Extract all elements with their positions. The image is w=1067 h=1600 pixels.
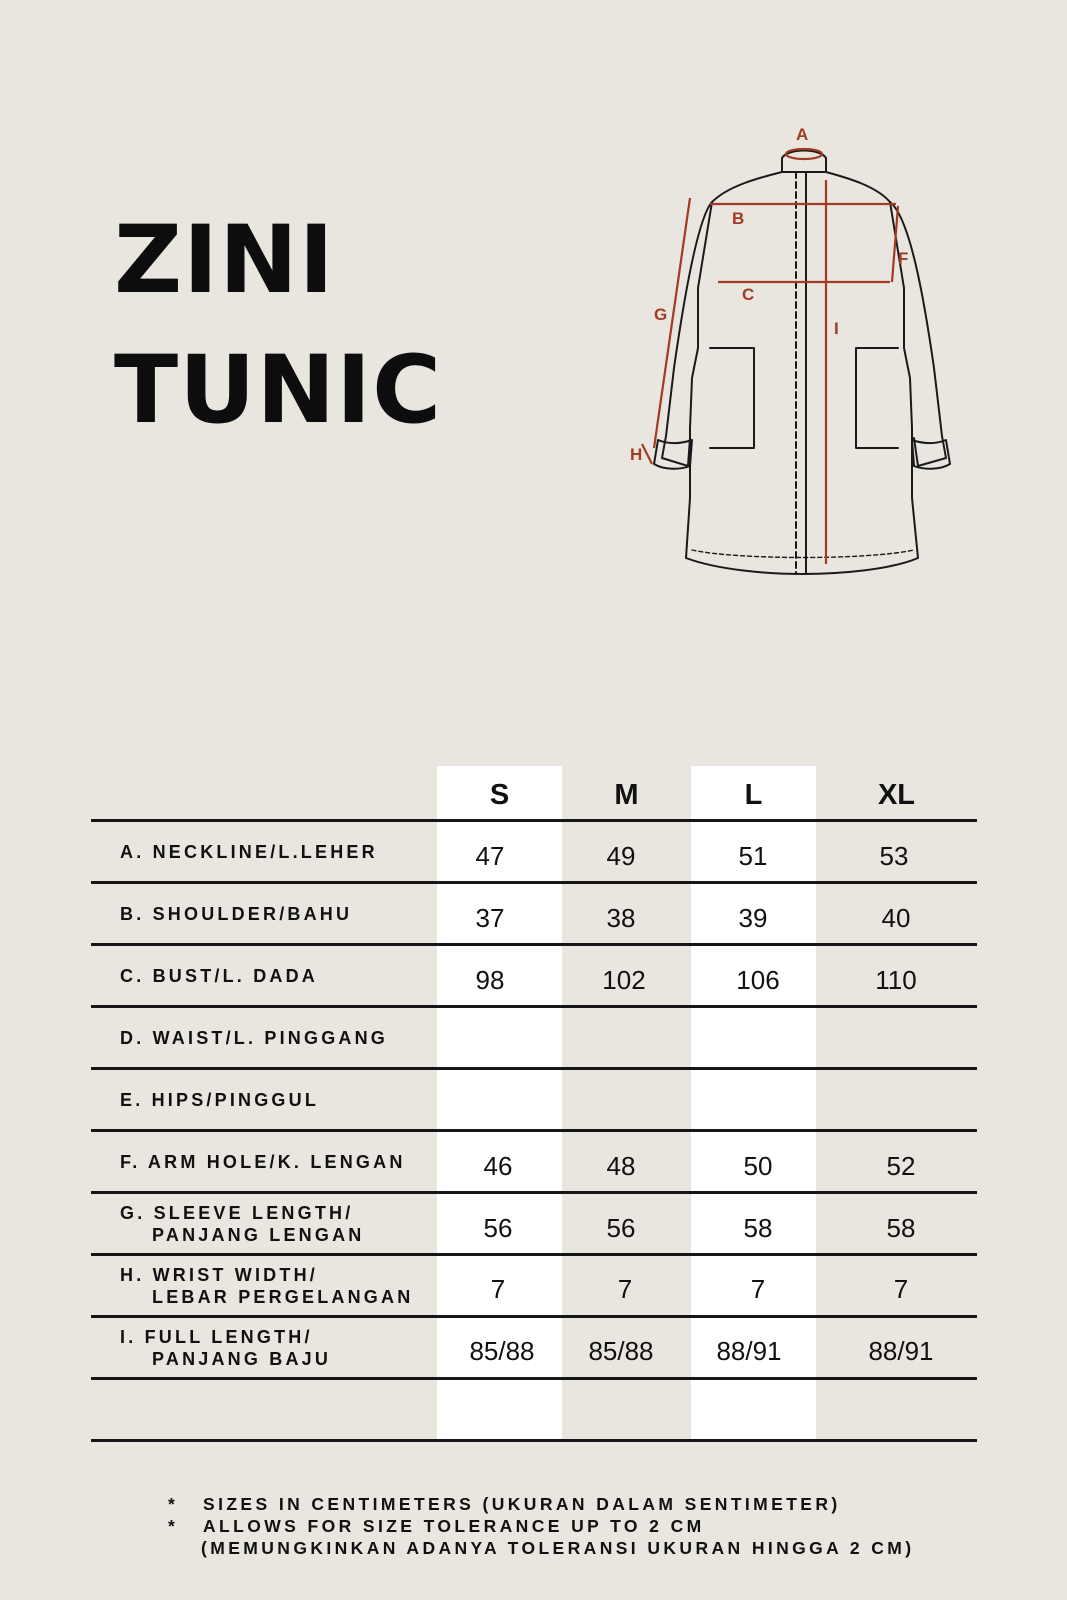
table-cell: 56 xyxy=(606,1213,636,1243)
diagram-label-a: A xyxy=(796,125,809,144)
row-label-bust: C. BUST/L. DADA xyxy=(120,966,318,986)
table-divider xyxy=(91,1005,977,1008)
diagram-label-c: C xyxy=(742,285,755,304)
title-line-1: ZINI xyxy=(114,206,335,315)
tunic-diagram xyxy=(628,118,988,598)
collar-outline xyxy=(782,151,826,173)
table-cell: 38 xyxy=(606,903,636,933)
right-pocket xyxy=(856,348,898,448)
row-label-wrist-width: H. WRIST WIDTH/ LEBAR PERGELANGAN xyxy=(120,1265,414,1307)
note-tolerance: ALLOWS FOR SIZE TOLERANCE UP TO 2 CM xyxy=(203,1516,705,1536)
row-label-full-length: I. FULL LENGTH/ PANJANG BAJU xyxy=(120,1327,332,1369)
table-cell: 98 xyxy=(475,965,505,995)
table-cell: 7 xyxy=(617,1274,633,1304)
table-cell: 102 xyxy=(602,965,646,995)
table-cell: 50 xyxy=(743,1151,773,1181)
table-cell: 85/88 xyxy=(588,1336,654,1366)
table-cell: 53 xyxy=(879,841,909,871)
table-cell: 56 xyxy=(483,1213,513,1243)
table-cell: 46 xyxy=(483,1151,513,1181)
table-cell: 58 xyxy=(886,1213,916,1243)
table-divider xyxy=(91,1377,977,1380)
diagram-label-b: B xyxy=(732,209,745,228)
table-divider xyxy=(91,881,977,884)
left-pocket xyxy=(710,348,754,448)
bullet: * xyxy=(168,1516,179,1536)
table-cell: 106 xyxy=(736,965,780,995)
row-label-neckline: A. NECKLINE/L.LEHER xyxy=(120,842,378,862)
table-cell: 7 xyxy=(893,1274,909,1304)
table-cell: 52 xyxy=(886,1151,916,1181)
title-line-2: TUNIC xyxy=(114,335,443,445)
table-divider xyxy=(91,1129,977,1132)
table-divider xyxy=(91,819,977,822)
size-header-xl: XL xyxy=(877,779,916,811)
note-tolerance-translation: (MEMUNGKINKAN ADANYA TOLERANSI UKURAN HINGGA 2 CM) xyxy=(201,1538,915,1558)
table-cell: 47 xyxy=(475,841,505,871)
table-cell: 40 xyxy=(881,903,911,933)
size-header-l: L xyxy=(744,779,763,811)
body-outline xyxy=(686,172,918,574)
size-header-m: M xyxy=(614,779,639,811)
table-cell: 7 xyxy=(750,1274,766,1304)
table-divider xyxy=(91,943,977,946)
footnotes xyxy=(168,1493,914,1559)
size-header-s: S xyxy=(489,779,510,811)
diagram-label-i: I xyxy=(834,319,839,338)
row-label-sleeve-length: G. SLEEVE LENGTH/ PANJANG LENGAN xyxy=(120,1203,365,1245)
table-cell: 37 xyxy=(475,903,505,933)
table-divider xyxy=(91,1253,977,1256)
table-cell: 51 xyxy=(738,841,768,871)
right-sleeve xyxy=(890,202,946,466)
table-cell: 39 xyxy=(738,903,768,933)
product-title xyxy=(114,196,442,455)
row-label-shoulder: B. SHOULDER/BAHU xyxy=(120,904,353,924)
bullet: * xyxy=(168,1494,179,1514)
diagram-label-f: F xyxy=(898,249,909,268)
table-cell: 58 xyxy=(743,1213,773,1243)
table-cell: 48 xyxy=(606,1151,636,1181)
table-cell: 88/91 xyxy=(716,1336,782,1366)
row-label-arm-hole: F. ARM HOLE/K. LENGAN xyxy=(120,1152,406,1172)
table-cell: 88/91 xyxy=(868,1336,934,1366)
table-divider xyxy=(91,1191,977,1194)
row-label-waist: D. WAIST/L. PINGGANG xyxy=(120,1028,389,1048)
diagram-label-g: G xyxy=(654,305,668,324)
table-cell: 7 xyxy=(490,1274,506,1304)
table-divider xyxy=(91,1067,977,1070)
table-cell: 49 xyxy=(606,841,636,871)
table-divider xyxy=(91,1439,977,1442)
diagram-label-h: H xyxy=(630,445,643,464)
table-cell: 85/88 xyxy=(469,1336,535,1366)
row-label-hips: E. HIPS/PINGGUL xyxy=(120,1090,320,1110)
table-divider xyxy=(91,1315,977,1318)
note-sizes: SIZES IN CENTIMETERS (UKURAN DALAM SENTIMETER) xyxy=(203,1494,841,1514)
table-cell: 110 xyxy=(875,965,917,995)
